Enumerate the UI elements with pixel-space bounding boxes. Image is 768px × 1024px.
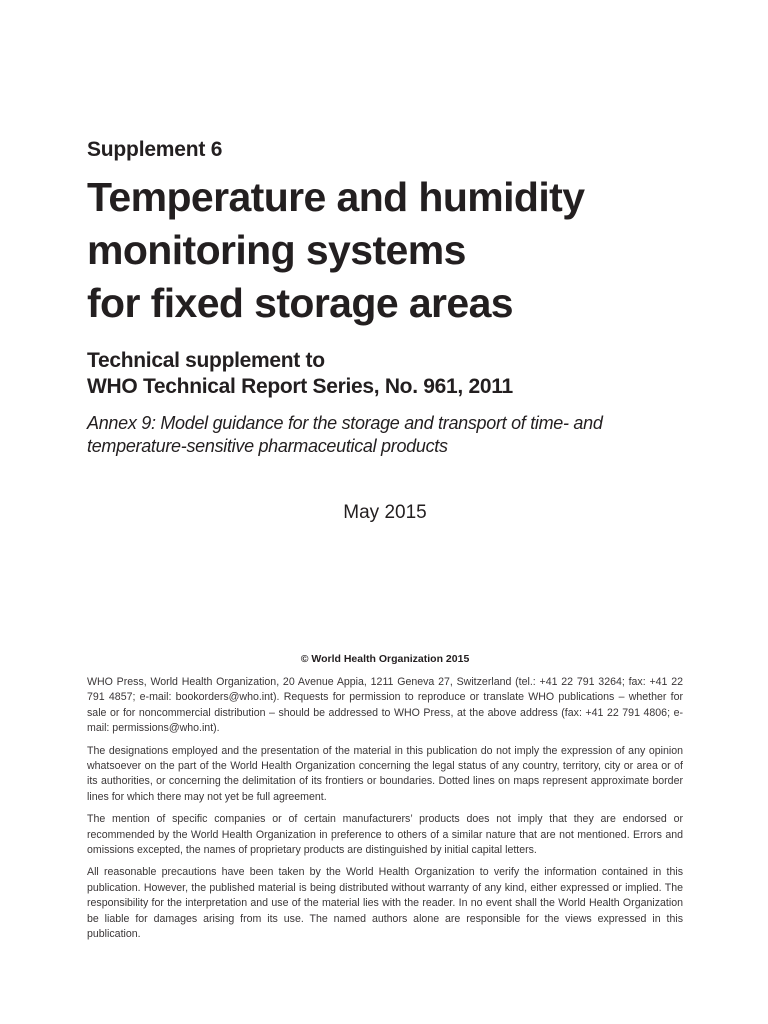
subtitle-line: WHO Technical Report Series, No. 961, 2011 xyxy=(87,375,513,398)
title-line: for fixed storage areas xyxy=(87,280,513,326)
legal-paragraph: All reasonable precautions have been taken by the World Health Organization to verify the information contained in this publication. However, the published material is being distributed without warranty of any kind, either expressed or implied. The responsibility for the interpretation and use of the material lies with the reader. In no event shall the World Health Organization be liable for damages arising from its use. The named authors alone are responsible for the views expressed in this publication. xyxy=(87,866,683,941)
legal-paragraph: The designations employed and the presentation of the material in this publication do not imply the expression of any opinion whatsoever on the part of the World Health Organization concerning the legal status of any country, territory, city or area or of its authorities, or concerning the delimitation of its frontiers or boundaries. Dotted lines on maps represent approximate border lines for which there may not yet be full agreement. xyxy=(87,744,683,803)
subtitle xyxy=(87,348,513,400)
copyright-notice: © World Health Organization 2015 xyxy=(300,653,470,665)
subtitle-line: Technical supplement to xyxy=(87,349,325,372)
annex-line: temperature-sensitive pharmaceutical products xyxy=(87,436,448,456)
title-line: Temperature and humidity xyxy=(87,174,585,220)
annex-reference xyxy=(87,412,687,458)
legal-notice xyxy=(87,675,683,950)
annex-line: Annex 9: Model guidance for the storage and transport of time- and xyxy=(87,413,603,433)
legal-paragraph: WHO Press, World Health Organization, 20 Avenue Appia, 1211 Geneva 27, Switzerland (tel.: +41 22 791 3264; fax: +41 22 791 4857; e-mail: bookorders@who.int). Requests for permission to reproduce or translate WHO publications – whether for sale or for noncommercial distribution – should be addressed to WHO Press, at the above address (fax: +41 22 791 4806; e-mail: permissions@who.int). xyxy=(87,676,683,735)
page-title xyxy=(87,171,687,330)
legal-paragraph: The mention of specific companies or of certain manufacturers’ products does not imply that they are endorsed or recommended by the World Health Organization in preference to others of a similar nature that are not mentioned. Errors and omissions excepted, the names of proprietary products are distinguished by initial capital letters. xyxy=(87,813,683,857)
publication-date: May 2015 xyxy=(343,502,427,523)
supplement-label: Supplement 6 xyxy=(87,138,223,161)
title-line: monitoring systems xyxy=(87,227,466,273)
